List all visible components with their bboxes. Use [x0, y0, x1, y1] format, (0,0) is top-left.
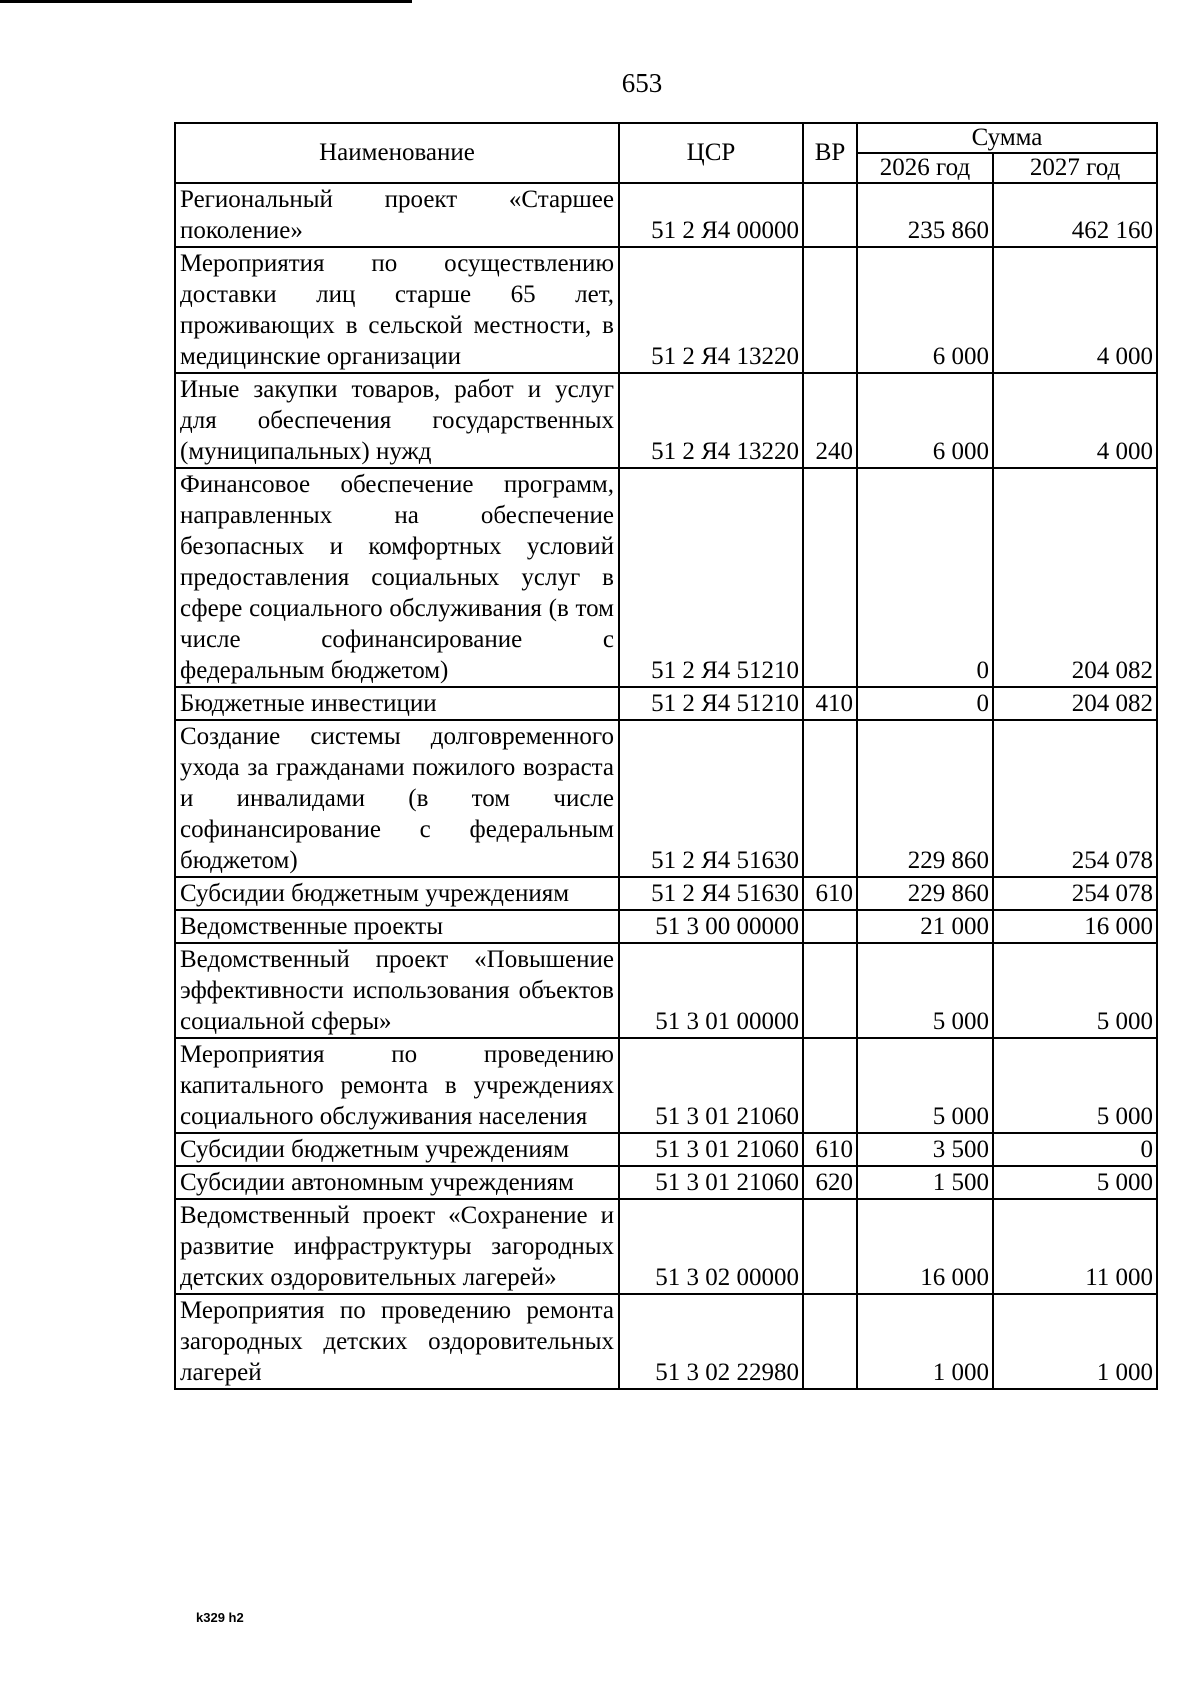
row-name: Создание системы долговременного ухода за гражданами пожилого возраста и инвалидами (в том числе софинансирование с федеральным бюджетом): [175, 720, 619, 877]
row-sum-2027: 254 078: [993, 720, 1157, 877]
row-sum-2026: 6 000: [857, 247, 993, 373]
row-csr: 51 3 02 00000: [619, 1199, 803, 1294]
row-name: Ведомственный проект «Сохранение и развитие инфраструктуры загородных детских оздоровительных лагерей»: [175, 1199, 619, 1294]
row-name: Региональный проект «Старшее поколение»: [175, 183, 619, 247]
table-row: [175, 720, 1157, 877]
row-vr: [803, 720, 857, 877]
row-sum-2026: 16 000: [857, 1199, 993, 1294]
row-name: Субсидии бюджетным учреждениям: [175, 1133, 619, 1166]
row-sum-2027: 5 000: [993, 1038, 1157, 1133]
row-name: Мероприятия по осуществлению доставки лиц старше 65 лет, проживающих в сельской местности, в медицинские организации: [175, 247, 619, 373]
row-csr: 51 2 Я4 51630: [619, 720, 803, 877]
header-name: Наименование: [175, 123, 619, 183]
table-row: [175, 247, 1157, 373]
footer-code: k329 h2: [196, 1610, 244, 1625]
table-row: [175, 1166, 1157, 1199]
row-sum-2027: 4 000: [993, 247, 1157, 373]
row-csr: 51 2 Я4 13220: [619, 247, 803, 373]
top-rule: [0, 0, 412, 3]
row-sum-2027: 1 000: [993, 1294, 1157, 1389]
row-vr: 620: [803, 1166, 857, 1199]
row-csr: 51 2 Я4 51630: [619, 877, 803, 910]
row-sum-2026: 229 860: [857, 877, 993, 910]
row-name: Финансовое обеспечение программ, направленных на обеспечение безопасных и комфортных условий предоставления социальных услуг в сфере социального обслуживания (в том числе софинансирование с федеральным бюджетом): [175, 468, 619, 687]
row-sum-2027: 254 078: [993, 877, 1157, 910]
row-sum-2026: 3 500: [857, 1133, 993, 1166]
table-row: [175, 877, 1157, 910]
row-name: Бюджетные инвестиции: [175, 687, 619, 720]
table-row: [175, 183, 1157, 247]
row-vr: [803, 1294, 857, 1389]
table-row: [175, 468, 1157, 687]
table-row: [175, 1133, 1157, 1166]
row-sum-2027: 5 000: [993, 1166, 1157, 1199]
row-sum-2026: 235 860: [857, 183, 993, 247]
row-csr: 51 3 00 00000: [619, 910, 803, 943]
row-sum-2027: 204 082: [993, 468, 1157, 687]
row-vr: 610: [803, 1133, 857, 1166]
row-csr: 51 3 01 21060: [619, 1166, 803, 1199]
row-sum-2027: 16 000: [993, 910, 1157, 943]
row-sum-2026: 5 000: [857, 943, 993, 1038]
header-year-2026: 2026 год: [857, 153, 993, 183]
row-sum-2027: 4 000: [993, 373, 1157, 468]
row-sum-2026: 0: [857, 468, 993, 687]
row-csr: 51 3 01 21060: [619, 1133, 803, 1166]
header-vr: ВР: [803, 123, 857, 183]
row-name: Субсидии бюджетным учреждениям: [175, 877, 619, 910]
row-sum-2027: 0: [993, 1133, 1157, 1166]
table-row: [175, 687, 1157, 720]
row-name: Ведомственный проект «Повышение эффективности использования объектов социальной сферы»: [175, 943, 619, 1038]
row-csr: 51 2 Я4 13220: [619, 373, 803, 468]
row-sum-2026: 5 000: [857, 1038, 993, 1133]
row-csr: 51 3 02 22980: [619, 1294, 803, 1389]
row-name: Ведомственные проекты: [175, 910, 619, 943]
row-vr: [803, 943, 857, 1038]
row-name: Мероприятия по проведению ремонта загородных детских оздоровительных лагерей: [175, 1294, 619, 1389]
row-vr: [803, 910, 857, 943]
row-sum-2026: 229 860: [857, 720, 993, 877]
row-name: Иные закупки товаров, работ и услуг для обеспечения государственных (муниципальных) нужд: [175, 373, 619, 468]
row-sum-2026: 0: [857, 687, 993, 720]
page-number: 653: [621, 68, 663, 98]
row-sum-2027: 462 160: [993, 183, 1157, 247]
table-row: [175, 1199, 1157, 1294]
header-csr: ЦСР: [619, 123, 803, 183]
table-row: [175, 943, 1157, 1038]
row-csr: 51 2 Я4 00000: [619, 183, 803, 247]
row-csr: 51 3 01 21060: [619, 1038, 803, 1133]
header-sum: Сумма: [857, 123, 1157, 153]
row-vr: 240: [803, 373, 857, 468]
row-name: Мероприятия по проведению капитального ремонта в учреждениях социального обслуживания населения: [175, 1038, 619, 1133]
row-vr: [803, 1038, 857, 1133]
row-csr: 51 2 Я4 51210: [619, 687, 803, 720]
row-vr: [803, 247, 857, 373]
row-sum-2026: 1 500: [857, 1166, 993, 1199]
row-vr: [803, 183, 857, 247]
row-sum-2026: 6 000: [857, 373, 993, 468]
row-vr: [803, 468, 857, 687]
row-csr: 51 2 Я4 51210: [619, 468, 803, 687]
table-row: [175, 1294, 1157, 1389]
row-vr: [803, 1199, 857, 1294]
budget-table: [174, 122, 1158, 1390]
row-csr: 51 3 01 00000: [619, 943, 803, 1038]
table-row: [175, 910, 1157, 943]
header-year-2027: 2027 год: [993, 153, 1157, 183]
row-vr: 610: [803, 877, 857, 910]
row-sum-2026: 21 000: [857, 910, 993, 943]
table-row: [175, 373, 1157, 468]
row-sum-2027: 5 000: [993, 943, 1157, 1038]
row-vr: 410: [803, 687, 857, 720]
row-name: Субсидии автономным учреждениям: [175, 1166, 619, 1199]
row-sum-2027: 204 082: [993, 687, 1157, 720]
row-sum-2026: 1 000: [857, 1294, 993, 1389]
table-row: [175, 1038, 1157, 1133]
row-sum-2027: 11 000: [993, 1199, 1157, 1294]
